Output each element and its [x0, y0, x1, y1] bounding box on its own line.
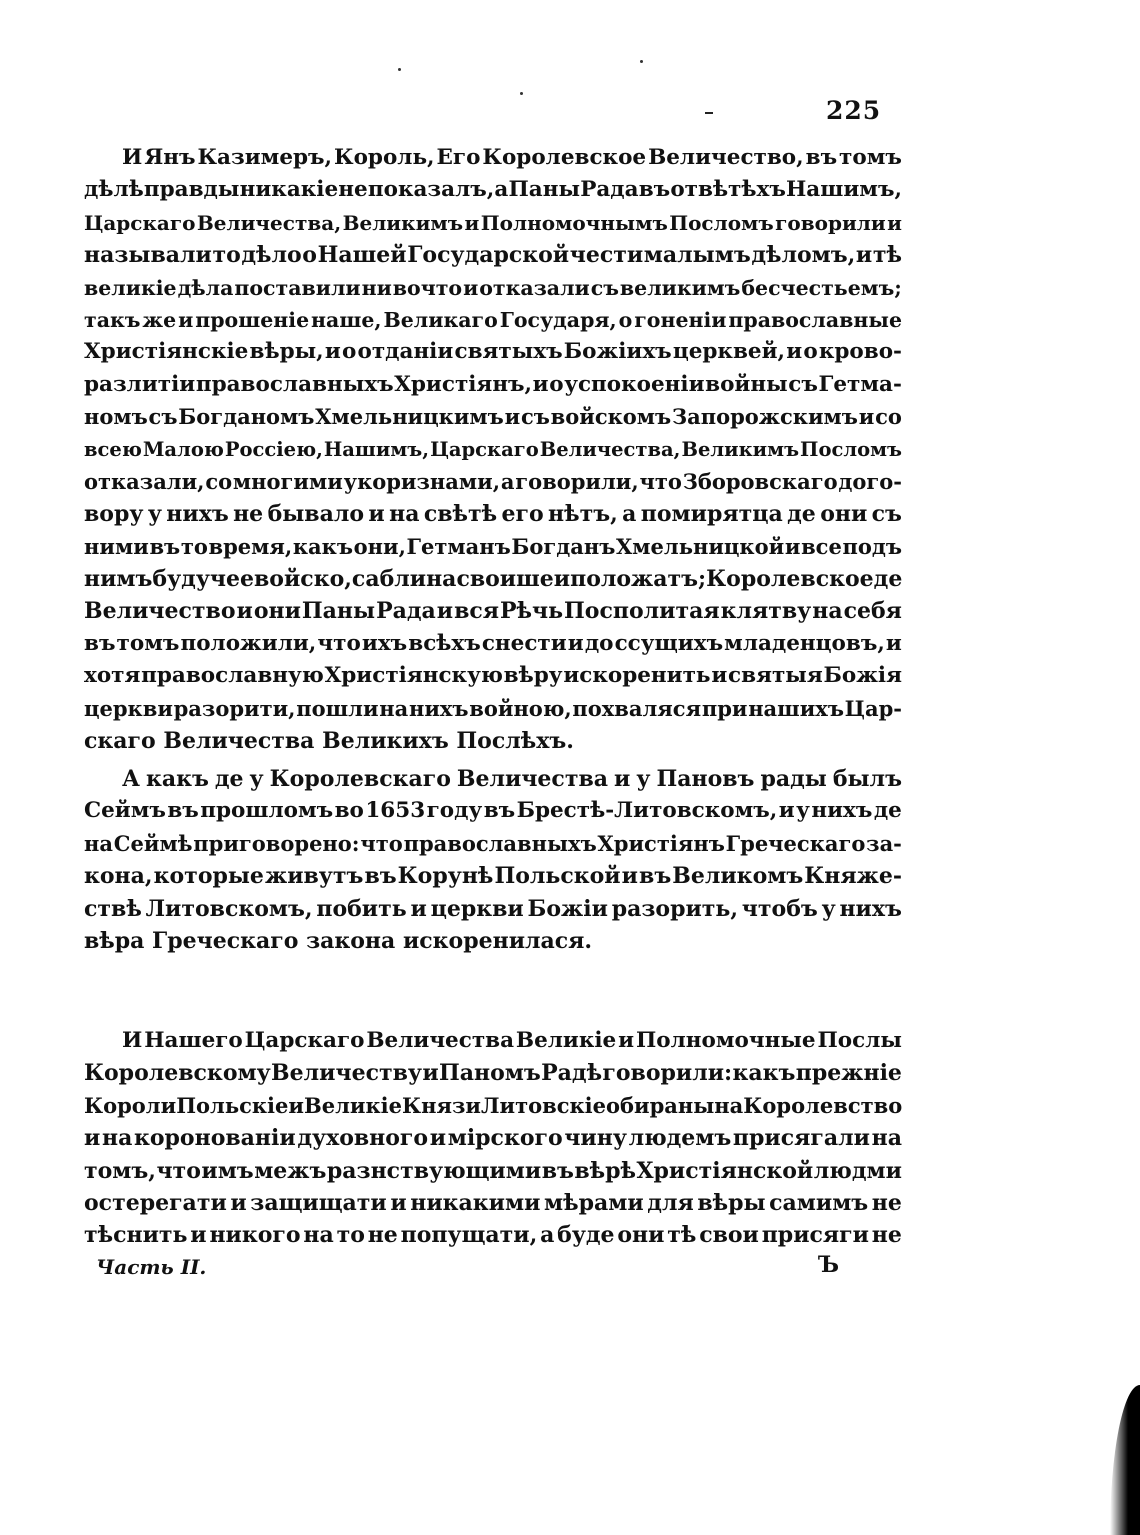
text-line: великіе дѣла поставили ни вочто и отказали съ великимъ бесчестьемъ; — [84, 275, 902, 300]
text-line: разлитіи православныхъ Христіянъ, и о успокоеніи войны съ Гетма- — [84, 371, 902, 397]
paragraph-1 — [84, 142, 902, 757]
text-line: Сеймъ въ прошломъ во 1653 году въ Брестѣ-Литовскомъ, и у нихъ де — [84, 798, 902, 824]
text-line: номъ съ Богданомъ Хмельницкимъ и съ войскомъ Запорожскимъ и со — [84, 404, 902, 430]
scan-speck — [640, 60, 643, 63]
paragraph-2 — [84, 763, 902, 957]
text-line: отказали, со многими укоризнами, а говорили, что Зборовскаго дого- — [84, 468, 902, 494]
text-line: томъ, что имъ межъ разнствующими въ вѣрѣ Христіянской людми — [84, 1157, 902, 1184]
text-line: Королевскому Величеству и Паномъ Радѣ говорили: какъ прежніе — [84, 1060, 902, 1087]
text-line: скаго Величества Великихъ Послѣхъ. — [84, 728, 574, 755]
text-line: вору у нихъ не бывало и на свѣтѣ его нѣтъ, а помирятца де они съ — [84, 501, 902, 528]
text-line: такъ же и прошеніе наше, Великаго Государя, о гоненіи православные — [84, 307, 902, 332]
text-line: дѣлѣ правды никакіе не показалъ, а Паны Рада въ отвѣтѣхъ Нашимъ, — [84, 177, 902, 203]
text-line: церкви разорити, пошли на нихъ войною, похваляся при нашихъ Цар- — [84, 695, 902, 721]
text-line: И Нашего Царскаго Величества Великіе и Полномочные Послы — [122, 1028, 902, 1053]
text-line: Короли Польскіе и Великіе Князи Литовскіе обираны на Королевство — [84, 1092, 903, 1118]
text-line: и на коронованіи духовного и мірского чину людемъ присягали на — [84, 1125, 902, 1152]
text-line: И Янъ Казимеръ, Король, Его Королевское Величество, въ томъ — [122, 145, 902, 170]
text-line: Царскаго Величества, Великимъ и Полномочнымъ Посломъ говорили и — [84, 210, 902, 235]
text-line: тѣснить и никого на то не попущати, а буде они тѣ свои присяги не — [84, 1222, 902, 1249]
text-line: на Сеймѣ приговорено: что православныхъ Христіянъ Греческаго за- — [84, 830, 902, 856]
footer-part-label: Часть II. — [96, 1255, 207, 1279]
page-number: 225 — [826, 96, 882, 125]
text-line: кона, которые живутъ въ Корунѣ Польской и въ Великомъ Княже- — [84, 863, 902, 890]
text-line: называли то дѣло о Нашей Государской чести малымъ дѣломъ, и тѣ — [84, 242, 902, 269]
scan-speck — [398, 68, 401, 71]
text-line: хотя православную Христіянскую вѣру искоренить и святыя Божія — [84, 663, 902, 689]
page-dash-mark — [705, 112, 713, 114]
scan-speck — [520, 92, 523, 95]
text-line: А какъ де у Королевскаго Величества и у Пановъ рады былъ — [122, 766, 902, 792]
text-line: остерегати и защищати и никакими мѣрами для вѣры самимъ не — [84, 1189, 902, 1216]
text-line: ними въ то время, какъ они, Гетманъ Богданъ Хмельницкой и все подъ — [84, 533, 902, 559]
paragraph-3 — [84, 1025, 902, 1252]
text-line: нимъ будучее войско, сабли на свои шеи положатъ; Королевское де — [84, 566, 903, 593]
text-line: ствѣ Литовскомъ, побить и церкви Божіи разорить, чтобъ у нихъ — [84, 895, 902, 922]
text-line: Христіянскіе вѣры, и о отданіи святыхъ Божіихъ церквей, и о крово- — [84, 339, 902, 365]
text-line: въ томъ положили, что ихъ всѣхъ снести и до ссущихъ младенцовъ, и — [84, 630, 902, 656]
text-line: вѣра Греческаго закона искоренилася. — [84, 927, 593, 954]
footer-signature-mark: Ъ — [818, 1252, 840, 1278]
page-curl-shadow — [1110, 1385, 1140, 1535]
text-line: Величество и они Паны Рада и вся Рѣчь Посполитая клятву на себя — [84, 598, 902, 625]
text-line: всею Малою Россіею, Нашимъ, Царскаго Величества, Великимъ Посломъ — [84, 437, 902, 461]
